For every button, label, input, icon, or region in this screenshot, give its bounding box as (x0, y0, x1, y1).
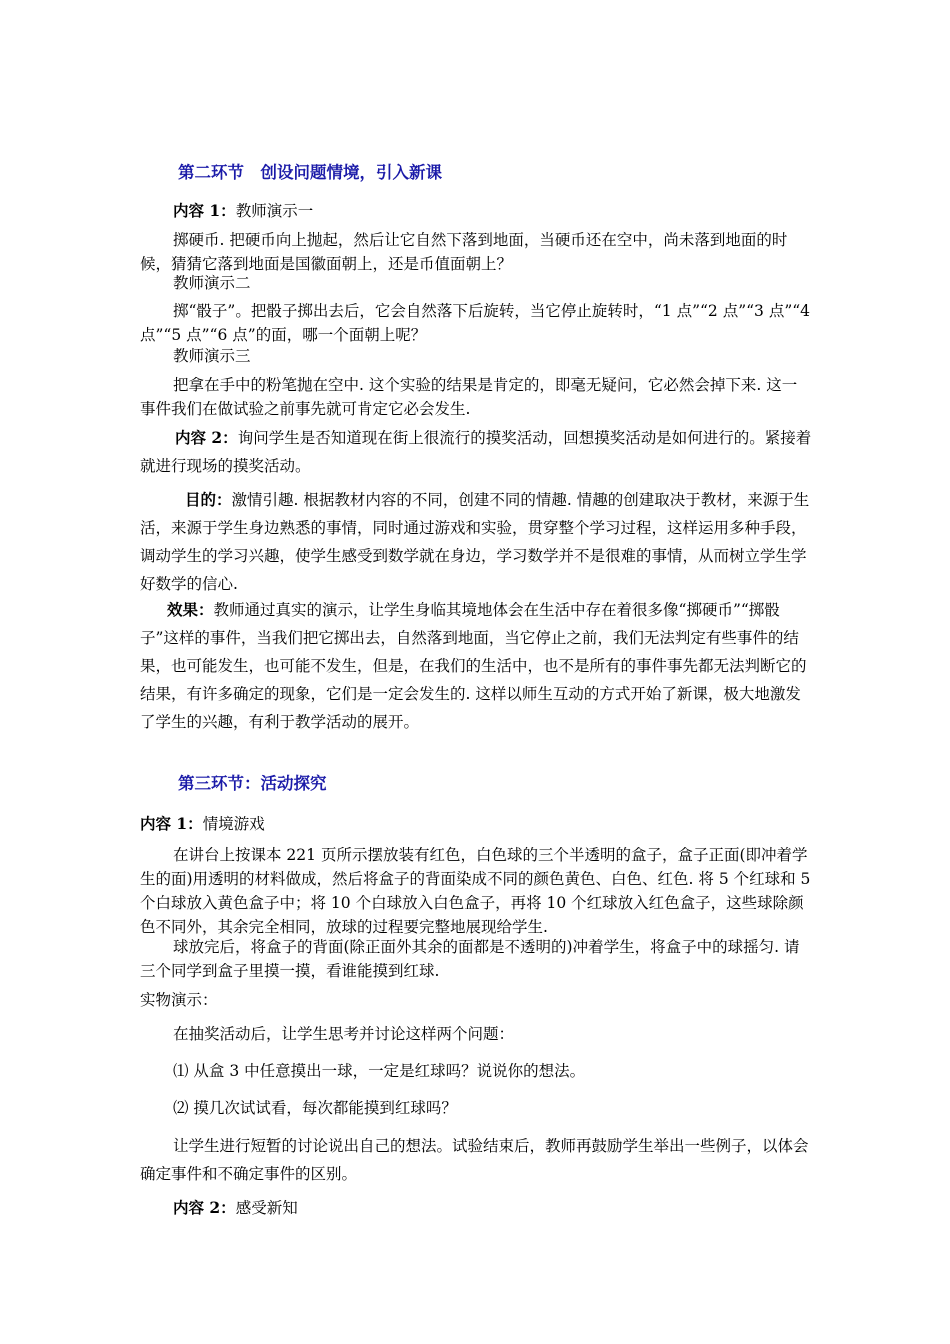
section3-content2-text: 感受新知 (235, 1199, 298, 1217)
demo2-title: 教师演示二 (173, 274, 251, 292)
effect-label: 效果： (167, 600, 214, 619)
setup-paragraph: 在讲台上按课本 221 页所示摆放装有红色，白色球的三个半透明的盒子，盒子正面(即冲着学生的面)用透明的材料做成，然后将盒子的背面染成不同的颜色黄色、白色、红色. 将 5 个红球和 5 个白球放入黄色盒子中；将 10 个白球放入白色盒子，再将 10 个红球放入红色盒子，这些球除颜色不同外，其余完全相同，放球的过程要完整地展现给学生. (140, 846, 811, 936)
question-2: ⑵ 摸几次试试看，每次都能摸到红球吗？ (173, 1099, 457, 1117)
section2-heading: 第二环节 创设问题情境，引入新课 (178, 163, 442, 182)
content1-label: 内容 1： (173, 201, 236, 220)
section3-content2 (173, 1196, 845, 1220)
section2-content1 (173, 199, 845, 223)
demo3-paragraph: 把拿在手中的粉笔抛在空中. 这个实验的结果是肯定的，即毫无疑问，它必然会掉下来. 这一事件我们在做试验之前事先就可肯定它必会发生. (140, 376, 798, 418)
purpose-label: 目的： (185, 490, 232, 509)
section3-content1-text: 情境游戏 (202, 815, 265, 833)
shake-paragraph: 球放完后，将盒子的背面(除正面外其余的面都是不透明的)冲着学生，将盒子中的球摇匀. 请三个同学到盒子里摸一摸，看谁能摸到红球. (140, 938, 800, 980)
section2-content2 (140, 424, 812, 480)
section3-content1 (140, 812, 812, 836)
content2-text: 询问学生是否知道现在街上很流行的摸奖活动，回想摸奖活动是如何进行的。紧接着就进行现场的摸奖活动。 (140, 429, 812, 475)
section3-content1-label: 内容 1： (140, 814, 203, 833)
question-1: ⑴ 从盒 3 中任意摸出一球，一定是红球吗？说说你的想法。 (173, 1062, 586, 1080)
discussion-paragraph: 让学生进行短暂的讨论说出自己的想法。试验结束后，教师再鼓励学生举出一些例子，以体会确定事件和不确定事件的区别。 (140, 1137, 809, 1183)
demo3-title: 教师演示三 (173, 347, 251, 365)
section3-content2-label: 内容 2： (173, 1198, 236, 1217)
effect-paragraph (140, 596, 812, 736)
content1-text: 教师演示一 (235, 202, 314, 220)
purpose-paragraph (140, 486, 812, 598)
demo-label: 实物演示： (140, 991, 218, 1009)
discussion-intro: 在抽奖活动后，让学生思考并讨论这样两个问题： (173, 1025, 515, 1043)
effect-text: 教师通过真实的演示，让学生身临其境地体会在生活中存在着很多像“掷硬币”“掷骰子”这样的事件，当我们把它掷出去，自然落到地面，当它停止之前，我们无法判定有些事件的结果，也可能发生，也可能不发生，但是，在我们的生活中，也不是所有的事件事先都无法判断它的结果，有许多确定的现象，它们是一定会发生的. 这样以师生互动的方式开始了新课，极大地激发了学生的兴趣，有利于教学活动的展开。 (140, 601, 807, 731)
content2-label: 内容 2： (175, 428, 238, 447)
demo2-paragraph: 掷“骰子”。把骰子掷出去后，它会自然落下后旋转，当它停止旋转时，“1 点”“2 点”“3 点”“4 点”“5 点”“6 点”的面，哪一个面朝上呢？ (140, 302, 811, 344)
purpose-text: 激情引趣. 根据教材内容的不同，创建不同的情趣. 情趣的创建取决于教材，来源于生活，来源于学生身边熟悉的事情，同时通过游戏和实验，贯穿整个学习过程，这样运用多种手段，调动学生的学习兴趣，使学生感受到数学就在身边，学习数学并不是很难的事情，从而树立学生学好数学的信心. (140, 491, 810, 593)
section3-heading: 第三环节：活动探究 (178, 774, 327, 793)
demo1-paragraph: 掷硬币. 把硬币向上抛起，然后让它自然下落到地面，当硬币还在空中，尚未落到地面的时候，猜猜它落到地面是国徽面朝上，还是币值面朝上？ (140, 231, 788, 273)
